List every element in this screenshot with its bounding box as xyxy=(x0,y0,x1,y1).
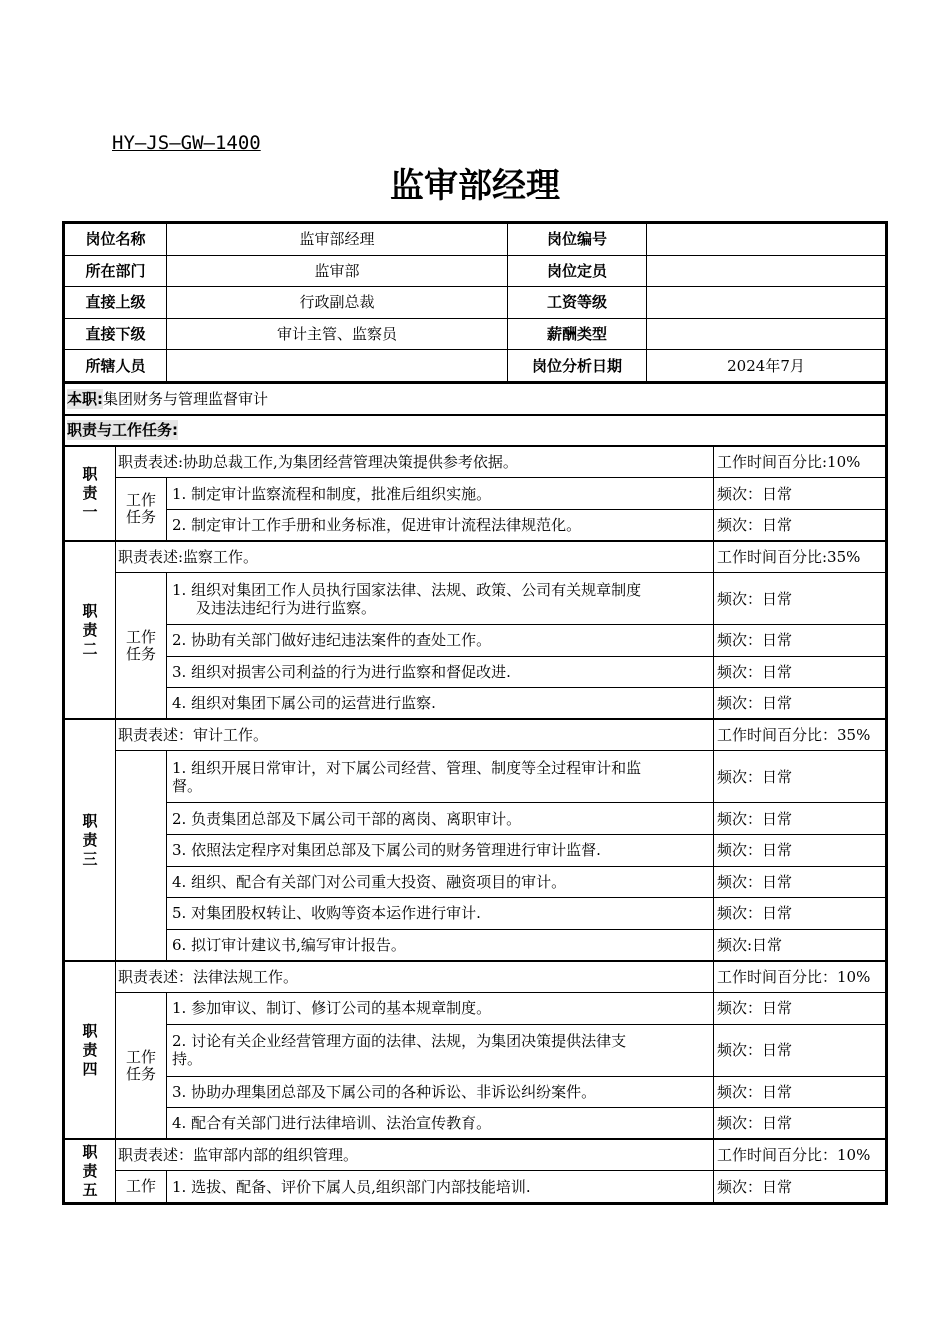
duty-time-percent: 工作时间百分比：35% xyxy=(714,719,886,751)
duty-label-char: 职 xyxy=(82,465,98,484)
info-value xyxy=(647,224,886,256)
task-text xyxy=(167,1076,714,1108)
task-text xyxy=(167,803,714,835)
info-value xyxy=(647,287,886,319)
duty-label-char: 责 xyxy=(82,484,98,503)
duty-description: 职责表述：审计工作。 xyxy=(116,719,714,751)
duty-time-percent: 工作时间百分比:35% xyxy=(714,541,886,573)
task-frequency: 频次：日常 xyxy=(714,1024,886,1076)
duty-time-percent: 工作时间百分比：10% xyxy=(714,1139,886,1171)
info-value: 监审部 xyxy=(167,255,508,287)
duty-label-char: 二 xyxy=(82,639,98,658)
task-row xyxy=(65,898,886,930)
task-frequency: 频次：日常 xyxy=(714,866,886,898)
task-row xyxy=(65,509,886,541)
info-value: 2024年7月 xyxy=(647,350,886,382)
info-value: 审计主管、监察员 xyxy=(167,318,508,350)
info-row xyxy=(65,255,886,287)
task-frequency: 频次：日常 xyxy=(714,835,886,867)
info-label: 岗位编号 xyxy=(508,224,647,256)
task-frequency: 频次：日常 xyxy=(714,1171,886,1203)
duty-label-char: 三 xyxy=(82,849,98,868)
info-label: 直接上级 xyxy=(65,287,167,319)
duty-row xyxy=(65,541,886,573)
duties-table xyxy=(64,382,886,1203)
task-text-line: 3. 协助办理集团总部及下属公司的各种诉讼、非诉讼纠纷案件。 xyxy=(172,1082,597,1101)
task-text-line: 1. 组织开展日常审计，对下属公司经营、管理、制度等全过程审计和监 xyxy=(172,758,642,777)
duty-label-char: 责 xyxy=(82,620,98,639)
task-label-line: 任务 xyxy=(125,1064,156,1083)
info-label: 直接下级 xyxy=(65,318,167,350)
core-duty-row xyxy=(65,383,886,415)
duty-time-percent: 工作时间百分比:10% xyxy=(714,446,886,478)
info-value xyxy=(167,350,508,382)
info-row xyxy=(65,287,886,319)
task-text xyxy=(167,929,714,961)
task-row xyxy=(65,688,886,720)
core-duty-value: 集团财务与管理监督审计 xyxy=(103,389,269,408)
job-description-table xyxy=(62,221,888,1205)
task-row xyxy=(65,992,886,1024)
duty-label-char: 职 xyxy=(82,811,98,830)
task-text-line: 4. 组织、配合有关部门对公司重大投资、融资项目的审计。 xyxy=(172,872,567,891)
task-frequency: 频次：日常 xyxy=(714,898,886,930)
task-text xyxy=(167,1171,714,1203)
task-text-line: 2. 负责集团总部及下属公司干部的离岗、离职审计。 xyxy=(172,809,522,828)
task-text-line: 1. 制定审计监察流程和制度，批准后组织实施。 xyxy=(172,484,492,503)
task-row xyxy=(65,1108,886,1140)
task-text xyxy=(167,1108,714,1140)
task-row xyxy=(65,625,886,657)
task-text-line: 3. 组织对损害公司利益的行为进行监察和督促改进. xyxy=(172,662,511,681)
info-value xyxy=(647,318,886,350)
task-row xyxy=(65,929,886,961)
info-label: 岗位分析日期 xyxy=(508,350,647,382)
duty-label-char: 责 xyxy=(82,1040,98,1059)
duty-row xyxy=(65,1139,886,1171)
task-label xyxy=(116,573,167,720)
task-label-line: 任务 xyxy=(125,508,156,527)
duty-label-char: 一 xyxy=(82,503,98,522)
duty-row xyxy=(65,719,886,751)
info-label: 岗位名称 xyxy=(65,224,167,256)
duty-description: 职责表述：监审部内部的组织管理。 xyxy=(116,1139,714,1171)
duty-label-char: 四 xyxy=(82,1059,98,1078)
task-frequency: 频次：日常 xyxy=(714,656,886,688)
info-label: 所在部门 xyxy=(65,255,167,287)
task-frequency: 频次：日常 xyxy=(714,509,886,541)
duties-title-row xyxy=(65,415,886,447)
task-label xyxy=(116,478,167,541)
task-text xyxy=(167,751,714,803)
info-table xyxy=(64,223,886,382)
duty-label-char: 责 xyxy=(82,1161,98,1180)
task-text-line: 2. 讨论有关企业经营管理方面的法律、法规，为集团决策提供法律支 xyxy=(172,1032,627,1051)
task-row xyxy=(65,835,886,867)
duty-label-char: 职 xyxy=(82,1021,98,1040)
duty-label xyxy=(65,961,116,1139)
task-row xyxy=(65,1024,886,1076)
task-label xyxy=(116,1171,167,1203)
info-row xyxy=(65,350,886,382)
task-label-line: 工作 xyxy=(125,491,156,510)
task-frequency: 频次：日常 xyxy=(714,751,886,803)
duty-description: 职责表述:监察工作。 xyxy=(116,541,714,573)
task-label-line: 任务 xyxy=(125,644,156,663)
task-text-line: 督。 xyxy=(172,776,203,795)
task-text xyxy=(167,625,714,657)
info-label: 薪酬类型 xyxy=(508,318,647,350)
task-frequency: 频次：日常 xyxy=(714,803,886,835)
task-row xyxy=(65,573,886,625)
duty-label-char: 责 xyxy=(82,830,98,849)
task-frequency: 频次：日常 xyxy=(714,625,886,657)
task-row xyxy=(65,866,886,898)
task-text xyxy=(167,509,714,541)
task-text-line: 5. 对集团股权转让、收购等资本运作进行审计. xyxy=(172,904,481,923)
task-text-line: 持。 xyxy=(172,1050,203,1069)
duties-title: 职责与工作任务: xyxy=(67,421,178,440)
core-duty-label: 本职: xyxy=(67,389,103,408)
task-text-line: 2. 制定审计工作手册和业务标准，促进审计流程法律规范化。 xyxy=(172,515,582,534)
task-frequency: 频次：日常 xyxy=(714,573,886,625)
task-text xyxy=(167,898,714,930)
duty-description: 职责表述：法律法规工作。 xyxy=(116,961,714,993)
task-row xyxy=(65,751,886,803)
task-text-line: 及违法违纪行为进行监察。 xyxy=(196,598,377,617)
info-value: 监审部经理 xyxy=(167,224,508,256)
task-text-line: 3. 依照法定程序对集团总部及下属公司的财务管理进行审计监督. xyxy=(172,841,601,860)
task-label-text: 工作 xyxy=(125,1177,156,1196)
task-label xyxy=(116,751,167,961)
duty-label-char: 职 xyxy=(82,1142,98,1161)
document-title: 监审部经理 xyxy=(390,166,560,206)
task-label-line: 工作 xyxy=(125,627,156,646)
duty-label xyxy=(65,1139,116,1202)
task-text-line: 6. 拟订审计建议书,编写审计报告。 xyxy=(172,935,406,954)
duty-label xyxy=(65,541,116,719)
task-text xyxy=(167,656,714,688)
task-text xyxy=(167,688,714,720)
task-frequency: 频次：日常 xyxy=(714,992,886,1024)
info-label: 所辖人员 xyxy=(65,350,167,382)
task-row xyxy=(65,478,886,510)
task-frequency: 频次：日常 xyxy=(714,688,886,720)
task-text xyxy=(167,835,714,867)
task-text-line: 1. 组织对集团工作人员执行国家法律、法规、政策、公司有关规章制度 xyxy=(172,580,642,599)
task-label xyxy=(116,992,167,1139)
task-row xyxy=(65,1171,886,1203)
task-row xyxy=(65,803,886,835)
task-text-line: 4. 组织对集团下属公司的运营进行监察. xyxy=(172,694,436,713)
task-text-line: 1. 选拔、配备、评价下属人员,组织部门内部技能培训. xyxy=(172,1177,531,1196)
task-text xyxy=(167,992,714,1024)
document-code: HY—JS—GW—1400 xyxy=(112,132,261,154)
task-text xyxy=(167,1024,714,1076)
info-label: 工资等级 xyxy=(508,287,647,319)
duty-label-char: 职 xyxy=(82,601,98,620)
duty-label-char: 五 xyxy=(82,1180,98,1199)
task-text xyxy=(167,573,714,625)
task-frequency: 频次:日常 xyxy=(714,929,886,961)
duty-description: 职责表述:协助总裁工作,为集团经营管理决策提供参考依据。 xyxy=(116,446,714,478)
task-row xyxy=(65,656,886,688)
task-frequency: 频次：日常 xyxy=(714,1108,886,1140)
task-text-line: 2. 协助有关部门做好违纪违法案件的查处工作。 xyxy=(172,631,492,650)
task-frequency: 频次：日常 xyxy=(714,1076,886,1108)
info-value xyxy=(647,255,886,287)
info-row xyxy=(65,224,886,256)
info-row xyxy=(65,318,886,350)
task-frequency: 频次：日常 xyxy=(714,478,886,510)
task-text-line: 1. 参加审议、制订、修订公司的基本规章制度。 xyxy=(172,999,492,1018)
task-label-line: 工作 xyxy=(125,1047,156,1066)
task-text-line: 4. 配合有关部门进行法律培训、法治宣传教育。 xyxy=(172,1114,492,1133)
task-text xyxy=(167,866,714,898)
info-label: 岗位定员 xyxy=(508,255,647,287)
duty-row xyxy=(65,961,886,993)
duty-label xyxy=(65,446,116,541)
info-value: 行政副总裁 xyxy=(167,287,508,319)
duty-row xyxy=(65,446,886,478)
duty-time-percent: 工作时间百分比：10% xyxy=(714,961,886,993)
task-row xyxy=(65,1076,886,1108)
duty-label xyxy=(65,719,116,961)
task-text xyxy=(167,478,714,510)
